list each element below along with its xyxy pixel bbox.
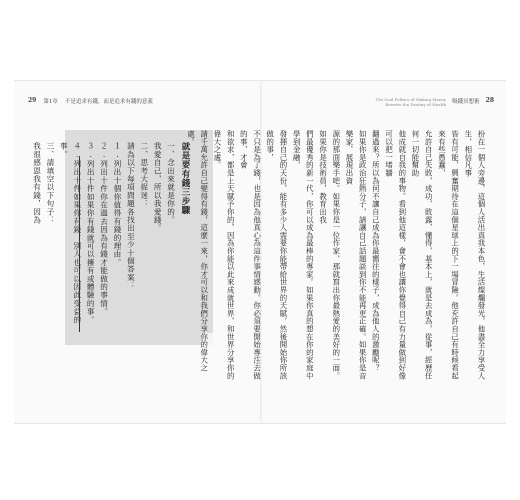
body-line: 們最優秀的新一代，你可以成為最棒的專家。如果你真的想在你的家庭中學到金融， [292, 130, 315, 380]
right-running-header [376, 97, 494, 107]
steps-callout-text [30, 142, 191, 337]
body-line: 和欲求，都是上天賦予你的，因為你能以此來成就世界，和世界分享你的偉大之處。 [212, 130, 236, 380]
right-page-body [184, 130, 488, 380]
body-line: 請千萬允許自己變得有錢，這麼一來，你才可以和我們分享你的偉大之處。 [186, 130, 209, 372]
body-line: 允許自己失敗，成功，敗露，懂得，基本上，就是去成為，從事，經歷任何一切能幫助 [410, 130, 434, 380]
step-line: 二、思考大捉迷： [139, 142, 149, 208]
step-line: ３.列出十件如果你有錢就可以擁有或體驗的事。 [86, 142, 96, 324]
step-line: 我很感恩我有錢，因為 [32, 142, 42, 224]
body-line: 如果你是政治狂熱分子，請讓自己話題談到你不能再更正確。如果你是音樂家，展現出資 [344, 130, 368, 380]
step-line: ２.列出十件你在過去因為有錢才能做的事情。 [99, 142, 109, 316]
body-line: 不只是為了錢，也是因為他真心為這件事情感動。你必須要開始專注去做的事，才會 [239, 130, 262, 380]
right-book-title: 吸錢冥想術 [452, 99, 480, 105]
left-chapter-label: 第1章 [43, 99, 58, 105]
left-page-number: 29 [28, 97, 37, 104]
step-line: 我愛自己，所以我愛錢。 [153, 142, 163, 233]
fill-in-answer-line [77, 142, 81, 332]
body-line: 發揮自己的天份，能有多少人需要你能帶給世界的天賦，然後開始你所該做的事， [265, 130, 288, 380]
body-line: 翻過來？所以為何不讓自己成為你最嚮往的樣子，成為他人的激勵呢？ [371, 130, 381, 372]
left-chapter-title: 不是追求有錢，而是追求有錢的意義 [64, 99, 153, 105]
left-running-header [28, 97, 153, 105]
body-line: 源的那面樂手吧。如果你是一位作家，那就寫出你最熱愛的美好的一面。如果你是技術員，教育出我 [318, 130, 341, 380]
step-line: 請為以下每項問題各找出至少十個答案： [126, 142, 136, 290]
step-line: 一、念出來就是你的。 [166, 142, 176, 224]
right-page-number: 28 [485, 97, 494, 104]
step-line: 三、請填空以下句子： [45, 142, 55, 224]
steps-title: 就是要有錢三步驟 [180, 142, 190, 215]
right-english-title [376, 97, 447, 107]
body-line: 皆有可能，興奮期待在這個星球上的下一場冒險。他充許自己有時候看起來有些愚蠢， [437, 130, 460, 380]
right-english-title-line-1: The Soul Politics of Making Money [375, 97, 447, 102]
step-line: １.列出十個你值得有錢的理由。 [112, 142, 122, 267]
body-line: 他成就自我的事物。看到他這樣，會不會也讓你覺得自己有力量做到好像可以把一堵牆 [384, 130, 407, 380]
step-line: ４.列出十件如果你有錢，別人也可以因此受益的事。 [59, 142, 82, 324]
right-english-title-line-2: Rewrite the Destiny of Wealth [385, 102, 447, 107]
body-line: 扮在一個人旁邊，這個人活出真我本色，生活燦爛發光，他盡全力享受人生，相信凡事 [463, 130, 486, 380]
